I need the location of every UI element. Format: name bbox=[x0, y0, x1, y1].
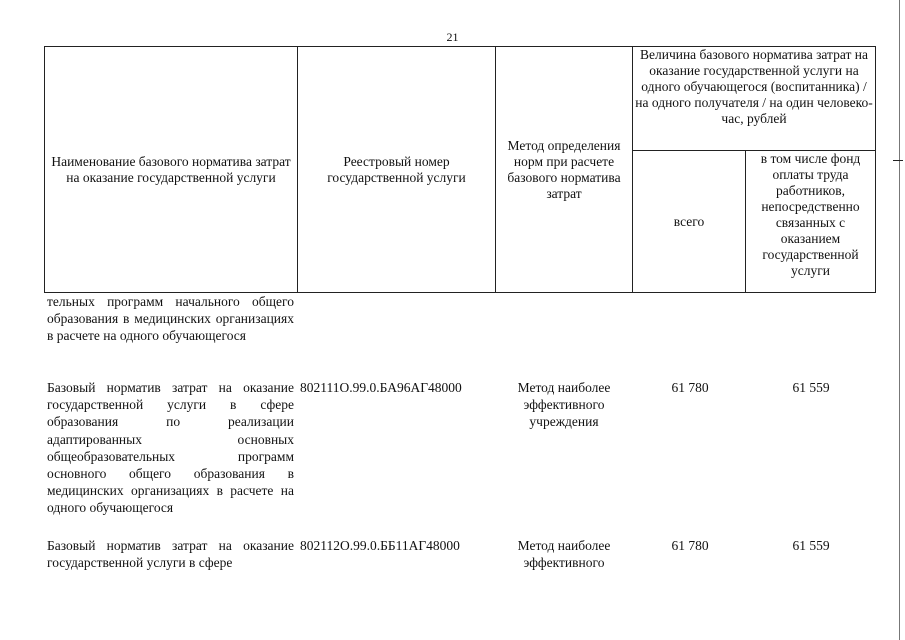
norm-name-cell: тельных программ начального общего образования в медицинских организациях в расчете на одного обучающегося bbox=[47, 294, 294, 344]
page-number: 21 bbox=[446, 30, 459, 44]
registry-number-cell: 802112О.99.0.ББ11АГ48000 bbox=[300, 538, 460, 553]
total-cell: 61 780 bbox=[671, 538, 709, 553]
total-cell: 61 780 bbox=[671, 380, 709, 395]
page-border bbox=[899, 0, 900, 640]
payroll-cell: 61 559 bbox=[792, 538, 830, 553]
header-total: всего bbox=[633, 151, 746, 293]
norms-table-header bbox=[44, 46, 876, 293]
header-registry-number: Реестровый номер государственной услуги bbox=[298, 47, 496, 293]
method-cell: Метод наиболее эффективного учреждения bbox=[517, 380, 611, 430]
norm-name-cell: Базовый норматив затрат на оказание государственной услуги в сфере образования по реализации адаптированных основных общеобразовательных программ основного общего образования в медицинских организациях в расчете на одного обучающегося bbox=[47, 380, 294, 516]
registry-number-cell: 802111О.99.0.БА96АГ48000 bbox=[300, 380, 462, 395]
payroll-cell: 61 559 bbox=[792, 380, 830, 395]
method-cell: Метод наиболее эффективного bbox=[517, 538, 611, 571]
header-payroll: в том числе фонд оплаты труда работников, непосредственно связанных с оказанием государственной услуги bbox=[746, 151, 876, 293]
header-method: Метод определения норм при расчете базового норматива затрат bbox=[496, 47, 633, 293]
norm-name-cell: Базовый норматив затрат на оказание государственной услуги в сфере bbox=[47, 538, 294, 571]
scan-mark bbox=[893, 160, 903, 161]
header-name: Наименование базового норматива затрат на оказание государственной услуги bbox=[45, 47, 298, 293]
header-norm-value: Величина базового норматива затрат на оказание государственной услуги на одного обучающегося (воспитанника) / на одного получателя / на один человеко-час, рублей bbox=[633, 47, 876, 151]
